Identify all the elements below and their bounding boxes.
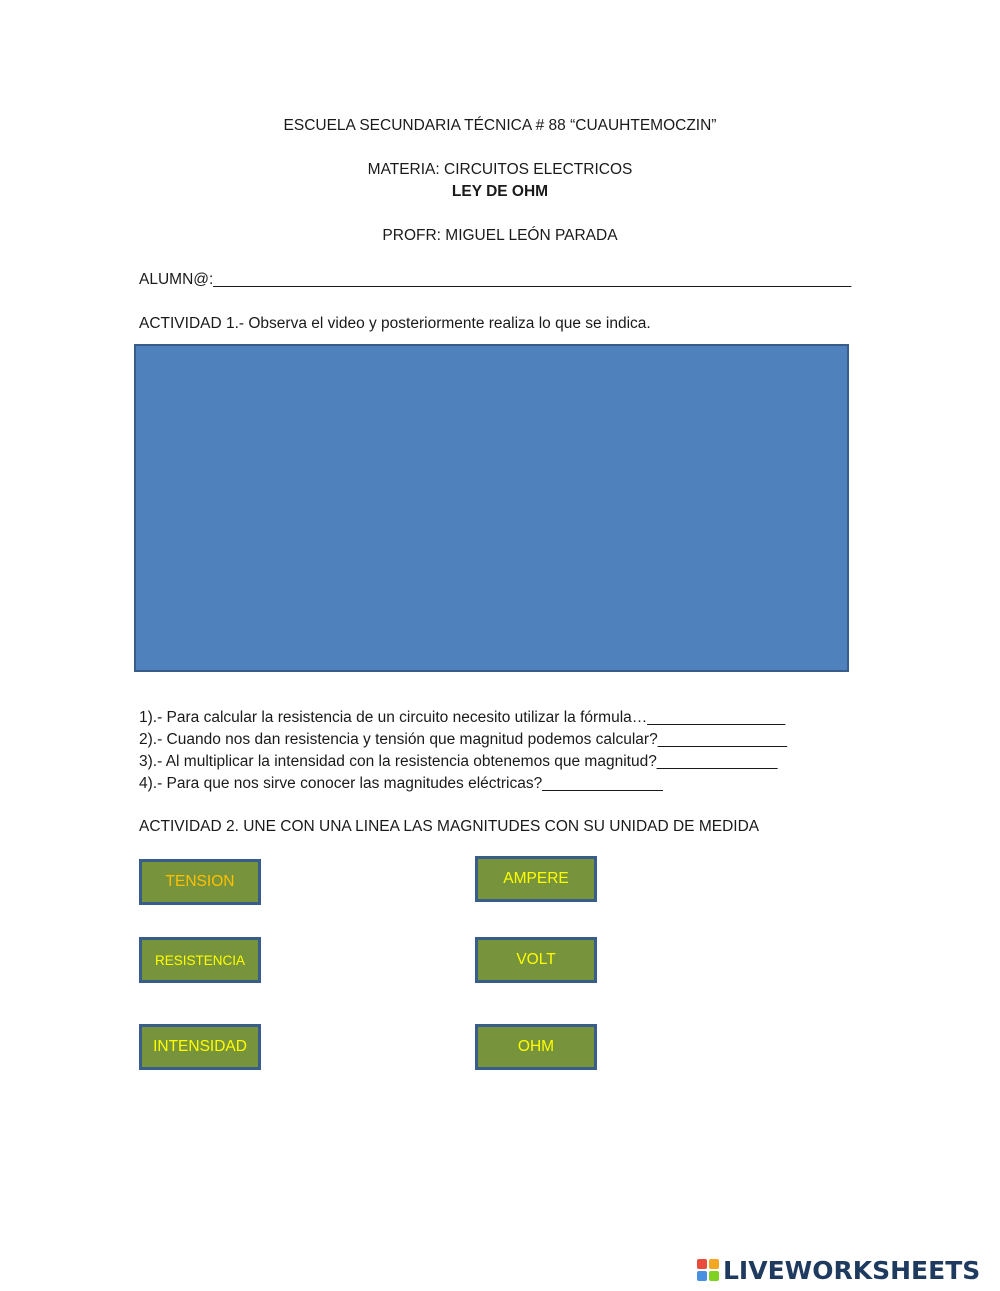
teacher-line: PROFR: MIGUEL LEÓN PARADA [382,227,618,244]
topic-title: LEY DE OHM [451,183,549,200]
question-3: 3).- Al multiplicar la intensidad con la resistencia obtenemos que magnitud?______________ [139,753,778,770]
brand-mark-square [709,1259,719,1269]
activity1-instruction: ACTIVIDAD 1.- Observa el video y posteriormente realiza lo que se indica. [139,315,651,332]
brand-mark-square [709,1271,719,1281]
brand-mark-square [697,1271,707,1281]
magnitude-tile-tension[interactable]: TENSION [139,859,261,905]
unit-tile-ohm[interactable]: OHM [475,1024,597,1070]
magnitude-tile-resistencia[interactable]: RESISTENCIA [139,937,261,983]
magnitude-tile-intensidad[interactable]: INTENSIDAD [139,1024,261,1070]
school-title: ESCUELA SECUNDARIA TÉCNICA # 88 “CUAUHTEMOCZIN” [283,117,717,134]
brand-name: LIVEWORKSHEETS [723,1255,981,1285]
liveworksheets-logo [697,1255,980,1285]
unit-tile-volt[interactable]: VOLT [475,937,597,983]
question-2: 2).- Cuando nos dan resistencia y tensión que magnitud podemos calcular?_______________ [139,731,788,748]
video-placeholder[interactable] [134,344,849,672]
student-name-line: ALUMN@:__________________________________________________________________________ [139,271,852,288]
question-1: 1).- Para calcular la resistencia de un circuito necesito utilizar la fórmula…________________ [139,709,786,726]
question-4: 4).- Para que nos sirve conocer las magnitudes eléctricas?______________ [139,775,663,792]
activity2-instruction: ACTIVIDAD 2. UNE CON UNA LINEA LAS MAGNITUDES CON SU UNIDAD DE MEDIDA [139,818,760,835]
brand-mark-square [697,1259,707,1269]
unit-tile-ampere[interactable]: AMPERE [475,856,597,902]
brand-mark-icon [697,1259,719,1281]
subject-line: MATERIA: CIRCUITOS ELECTRICOS [367,161,633,178]
